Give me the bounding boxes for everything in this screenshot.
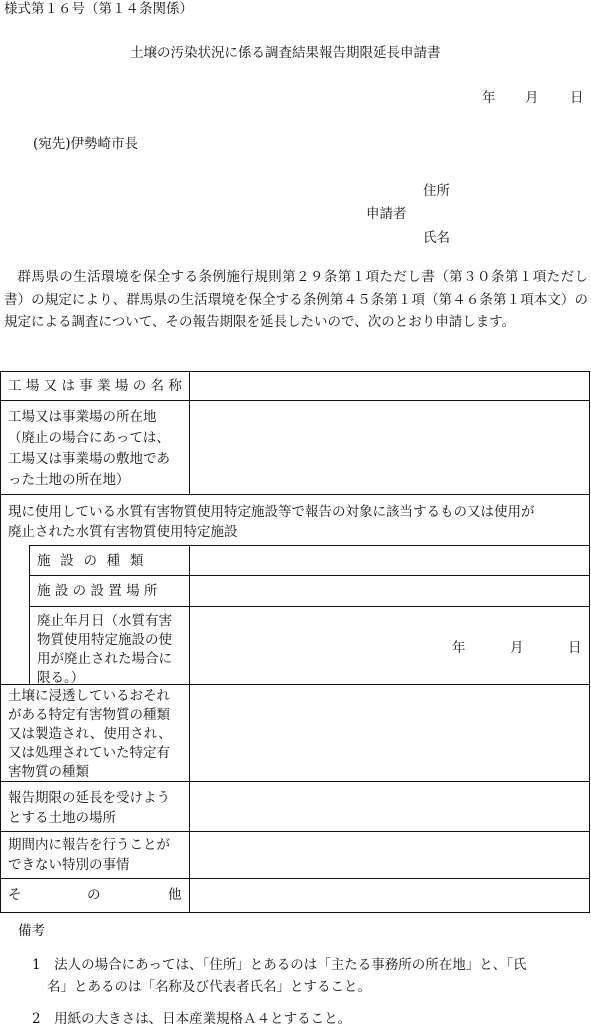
factory-name-field[interactable]	[190, 372, 589, 400]
facility-type-field[interactable]	[190, 546, 589, 575]
other-label-char3: 他	[168, 887, 182, 903]
note-item-1-line2: 名」とあるのは「名称及び代表者氏名」とすること。	[47, 979, 371, 995]
applicant-name-label: 氏名	[423, 230, 450, 246]
abolition-day-label: 日	[568, 640, 582, 656]
document-title: 土壌の汚染状況に係る調査結果報告期限延長申請書	[130, 45, 441, 61]
factory-name-label: 工場又は事業場の名称	[8, 378, 187, 394]
note-item-1-line1: 1 法人の場合にあっては、「住所」とあるのは「主たる事務所の所在地」と、「氏	[32, 957, 527, 973]
addressee: (宛先)伊勢崎市長	[33, 136, 139, 152]
factory-location-label-line1: 工場又は事業場の所在地	[8, 409, 157, 425]
abolition-date-field[interactable]	[190, 607, 589, 684]
substance-label-line2: がある特定有害物質の種類	[8, 707, 170, 723]
date-day-label: 日	[570, 90, 584, 106]
abolition-year-label: 年	[452, 640, 466, 656]
facility-header-line2: 廃止された水質有害物質使用特定施設	[8, 524, 238, 540]
abolition-date-label-line1: 廃止年月日（水質有害	[37, 613, 172, 629]
substance-label-line5: 害物質の種類	[8, 764, 89, 780]
land-place-label-line2: とする土地の場所	[8, 810, 116, 826]
abolition-date-label-line2: 物質使用特定施設の使	[37, 632, 172, 648]
date-year-label: 年	[482, 90, 496, 106]
special-reason-label-line2: できない特別の事情	[8, 857, 130, 873]
notes-heading: 備考	[18, 923, 45, 939]
factory-location-field[interactable]	[190, 401, 589, 494]
substance-label-line4: 又は処理されていた特定有	[8, 745, 170, 761]
substance-field[interactable]	[190, 685, 589, 781]
abolition-month-label: 月	[510, 640, 524, 656]
facility-place-label: 施設の設置場所	[37, 583, 162, 599]
land-place-field[interactable]	[190, 782, 589, 831]
special-reason-field[interactable]	[190, 832, 589, 878]
note-item-2: 2 用紙の大きさは、日本産業規格Ａ４とすること。	[32, 1011, 352, 1027]
substance-label-line1: 土壌に浸透しているおそれ	[8, 688, 170, 704]
abolition-date-label-line3: 用が廃止された場合に	[37, 651, 172, 667]
factory-location-label-line4: った土地の所在地）	[8, 472, 130, 488]
land-place-label-line1: 報告期限の延長を受けよう	[8, 790, 170, 806]
date-month-label: 月	[525, 90, 539, 106]
other-label-char1: そ	[8, 887, 22, 903]
other-field[interactable]	[190, 879, 589, 912]
body-paragraph: 群馬県の生活環境を保全する条例施行規則第２９条第１項ただし書（第３０条第１項ただし書）の規定により、群馬県の生活環境を保全する条例第４５条第１項（第４６条第１項本文）の規定による調査について、その報告期限を延長したいので、次のとおり申請します。	[4, 269, 588, 330]
applicant-label: 申請者	[366, 206, 407, 222]
factory-location-label-line3: 工場又は事業場の敷地であ	[8, 451, 170, 467]
special-reason-label-line1: 期間内に報告を行うことが	[8, 837, 170, 853]
applicant-address-label: 住所	[423, 183, 450, 199]
substance-label-line3: 又は製造され、使用され、	[8, 726, 172, 742]
abolition-date-label-line4: 限る。）	[37, 670, 85, 686]
other-label-char2: の	[87, 887, 101, 903]
facility-type-label: 施設の種類	[37, 553, 154, 569]
form-number-label: 様式第１６号（第１４条関係）	[4, 1, 193, 17]
factory-location-label-line2: （廃止の場合にあっては、	[8, 430, 170, 446]
facility-place-field[interactable]	[190, 576, 589, 606]
facility-header-line1: 現に使用している水質有害物質使用特定施設等で報告の対象に該当するもの又は使用が	[8, 504, 535, 520]
